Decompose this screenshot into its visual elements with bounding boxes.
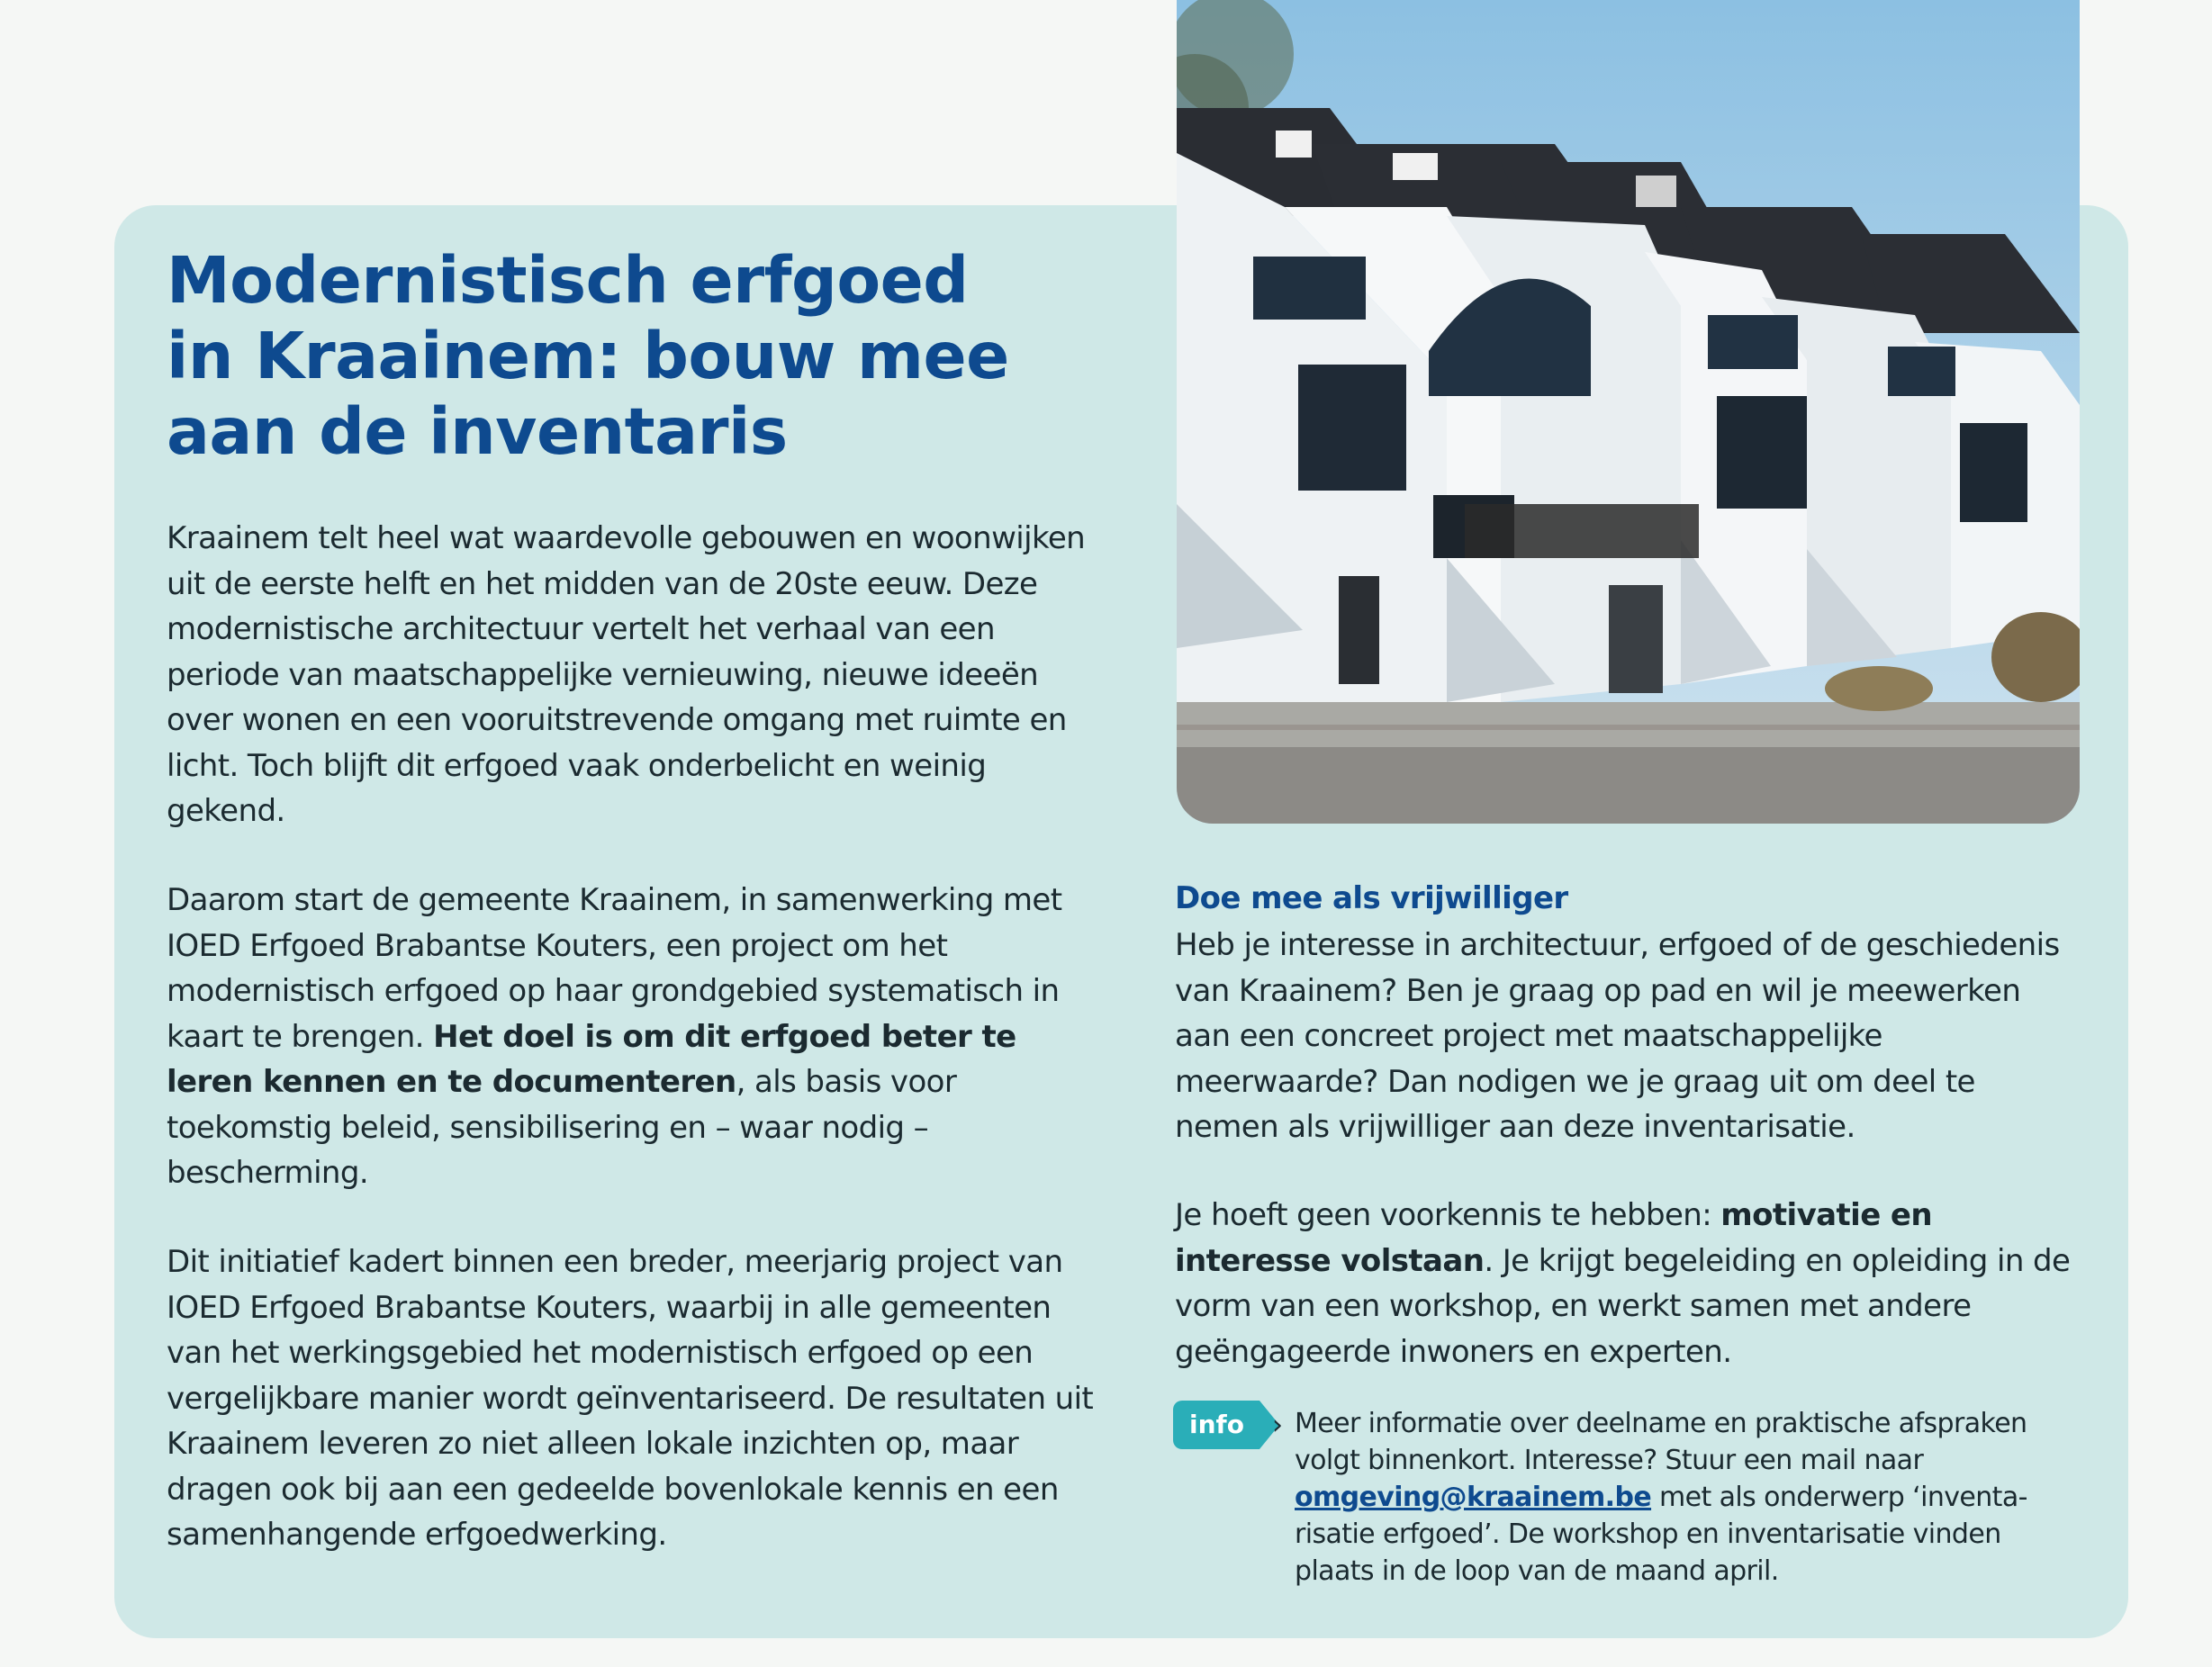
project-goal-bold: Het doel is om dit erfgoed beter te leren kennen en te documenteren [167, 1018, 1016, 1100]
requirements-bold: motivatie en interesse volstaan [1175, 1197, 1932, 1279]
project-text-end: , als basis voor toekomstig beleid, sensibilisering en – waar nodig – bescherming. [167, 1064, 957, 1191]
title-line: Modernistisch erfgoed [167, 243, 969, 318]
title-line: aan de inventaris [167, 394, 788, 469]
project-text: Daarom start de gemeente Kraainem, in samenwerking met IOED Erfgoed Brabantse Kouters, een project om het modernistisch erfgoed op haar grondgebied systematisch in kaart te brengen. [167, 882, 1062, 1055]
title-line: in Kraainem: bouw mee [167, 319, 1009, 393]
project-paragraph [167, 878, 1094, 1196]
requirements-text-end: . Je krijgt begeleiding en opleiding in de vorm van een workshop, en werkt samen met andere geëngageerde inwoners en experten. [1175, 1242, 2071, 1370]
requirements-text: Je hoeft geen voorkennis te hebben: [1175, 1197, 1721, 1233]
article-title [167, 243, 1112, 470]
chevron-right-icon: › [1272, 1410, 1283, 1441]
info-text-end: met als onderwerp ‘inventa-risatie erfgoed’. De workshop en inventarisatie vinden plaats in de loop van de maand april. [1295, 1482, 2027, 1587]
volunteer-paragraph: Heb je interesse in architectuur, erfgoed of de geschiedenis van Kraainem? Ben je graag op pad en wil je meewerken aan een concreet project met maatschappelijke meerwaarde? Dan nodigen we je graag uit om deel te nemen als vrijwilliger aan deze inventarisatie. [1175, 927, 2060, 1145]
volunteer-heading: Doe mee als vrijwilliger [1175, 880, 1568, 916]
info-text [1295, 1405, 2069, 1590]
requirements-paragraph [1175, 1193, 2075, 1374]
modernist-houses-photo [1177, 0, 2080, 824]
initiative-paragraph: Dit initiatief kadert binnen een breder, meerjarig project van IOED Erfgoed Brabantse Kouters, waarbij in alle gemeenten van het werkingsgebied het modernistisch erfgoed op een vergelijkbare manier wordt geïnventariseerd. De resultaten uit Kraainem leveren zo niet alleen lokale inzichten op, maar dragen ook bij aan een gedeelde bovenlokale kennis en een samenhangende erfgoedwerking. [167, 1244, 1094, 1553]
info-text-start: Meer informatie over deelname en praktische afspraken volgt binnenkort. Interesse? Stuur een mail naar [1295, 1408, 2027, 1476]
email-link[interactable]: omgeving@kraainem.be [1295, 1482, 1652, 1513]
intro-paragraph: Kraainem telt heel wat waardevolle gebouwen en woonwijken uit de eerste helft en het midden van de 20ste eeuw. Deze modernistische architectuur vertelt het verhaal van een periode van maatschappelijke vernieuwing, nieuwe ideeën over wonen en een vooruitstrevende omgang met ruimte en licht. Toch blijft dit erfgoed vaak onderbelicht en weinig gekend. [167, 520, 1086, 829]
info-badge-icon: info [1173, 1401, 1259, 1449]
